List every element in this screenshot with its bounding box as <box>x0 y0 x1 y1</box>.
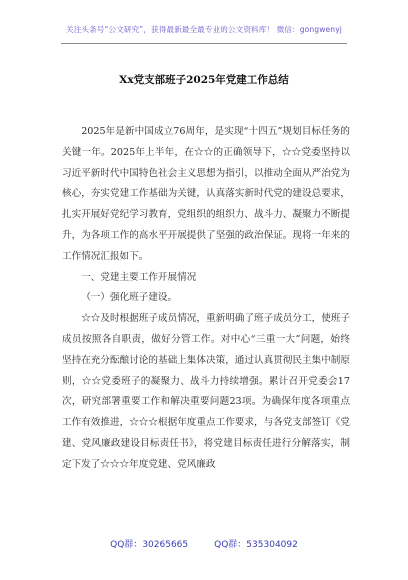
subsection-heading: （一）强化班子建设。 <box>81 292 178 304</box>
footer-qq-group-2: QQ群：535304092 <box>214 540 298 550</box>
section-heading: 一、党建主要工作开展情况 <box>81 271 197 283</box>
document-title: Xx党支部班子2025年党建工作总结 <box>119 74 289 86</box>
header-notice: 关注头条号“公文研究”，获得最新最全最专业的公文资料库！ 微信：gongwenyj <box>66 25 342 34</box>
body-paragraph: ☆☆及时根据班子成员情况，重新明确了班子成员分工，使班子成员按照各自职责，做好分管工作。对中心“三重一大”问题，始终坚持在充分酝酿讨论的基础上集体决策，通过认真贯彻民主集中制原则，☆☆党委班子的凝聚力、战斗力持续增强。累计召开党委会17次，研究部署重要工作和解决重要问题23项。为确保年度各项重点工作有效推进，☆☆☆根据年度重点工作要求，与各党支部签订《党建、党风廉政建设目标责任书》，将党建目标责任进行分解落实，制定下发了☆☆☆年度党建、党风廉政 <box>62 313 350 470</box>
footer-qq-group-1: QQ群：30265665 <box>110 540 189 550</box>
document-body <box>62 122 350 476</box>
intro-paragraph: 2025年是新中国成立76周年，是实现“十四五”规划目标任务的关键一年。2025年上半年，在☆☆的正确领导下，☆☆党委坚持以习近平新时代中国特色社会主义思想为指引，以推动全面从严治党为核心，夯实党建工作基础为关键，认真落实新时代党的建设总要求，扎实开展好党纪学习教育，党组织的组织力、战斗力、凝聚力不断提升，为各项工作的高水平开展提供了坚强的政治保证。现将一年来的工作情况汇报如下。 <box>62 126 350 262</box>
header-divider <box>61 43 347 44</box>
footer-contacts <box>0 537 408 550</box>
